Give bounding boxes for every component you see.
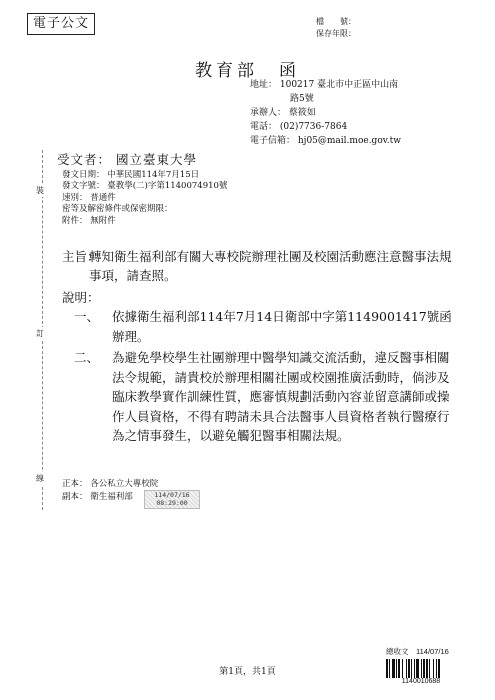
subject-text: 轉知衛生福利部有關大專校院辦理社團及校園活動應注意醫事法規事項，請查照。: [89, 249, 452, 283]
binding-mark-xian: 線: [36, 474, 44, 483]
barcode-number: 1140010688: [401, 678, 441, 685]
stamp-date: 114/07/16: [154, 491, 190, 499]
sender-phone: 電話： (02)7736-7864: [250, 122, 348, 132]
document-title: 教育部 函: [195, 61, 300, 81]
sender-handler: 承辦人： 蔡筱如: [250, 108, 316, 118]
explanation-item-2: [74, 348, 458, 446]
cc-recipients: 副本： 衛生福利部: [62, 492, 133, 502]
document-meta: [62, 170, 227, 227]
sender-info: [250, 78, 401, 148]
explanation-item-1: [74, 307, 458, 346]
file-fields: [316, 16, 356, 40]
speed-level: 速別： 普通件: [62, 192, 116, 203]
binding-mark-ding: 訂: [36, 329, 44, 338]
explanation-label: 說明：: [62, 290, 100, 305]
binding-mark-zhuang: 裝: [36, 186, 44, 195]
stamp-time: 08:29:00: [156, 499, 188, 507]
retention-label: 保存年限：: [316, 29, 356, 38]
file-number-label: 檔 號：: [316, 17, 356, 26]
subject-label: 主旨：: [62, 249, 100, 264]
item-number: 一、: [74, 309, 100, 324]
recipient: 受文者： 國立臺東大學: [57, 152, 197, 167]
item-text: 為避免學校學生社團辦理中醫學知識交流活動，違反醫事相關法令規範，請貴校於辦理相關社團或校園推廣活動時，倘涉及臨床教學實作訓練性質，應審慎規劃活動內容並留意講師或操作人員資格，不得有聘請未具合法醫事人員資格者執行醫療行為之情事發生，以避免觸犯醫事相關法規。: [112, 350, 450, 443]
item-number: 二、: [74, 350, 100, 365]
primary-recipients: 正本： 各公私立大專校院: [62, 479, 159, 489]
secrecy-level: 密等及解密條件或保密期限：: [62, 204, 173, 215]
subject-section: [62, 247, 457, 285]
sender-email: 電子信箱： hj05@mail.moe.gov.tw: [250, 136, 401, 146]
date-stamp: [144, 490, 200, 509]
receipt-label: 總收文 114/07/16: [386, 647, 449, 656]
sender-address-line2: 路5號: [290, 94, 314, 104]
sender-address: 地址： 100217 臺北市中正區中山南: [250, 80, 399, 90]
electronic-document-badge: 電子公文: [27, 13, 95, 35]
page-number: 第1頁，共1頁: [219, 667, 276, 677]
item-text: 依據衛生福利部114年7月14日衛部中字第1149001417號函辦理。: [112, 309, 452, 344]
attachment-info: 附件： 無附件: [62, 215, 116, 226]
reference-number: 發文字號： 臺教學(二)字第1140074910號: [62, 181, 228, 192]
issue-date: 發文日期： 中華民國114年7月15日: [62, 170, 200, 180]
